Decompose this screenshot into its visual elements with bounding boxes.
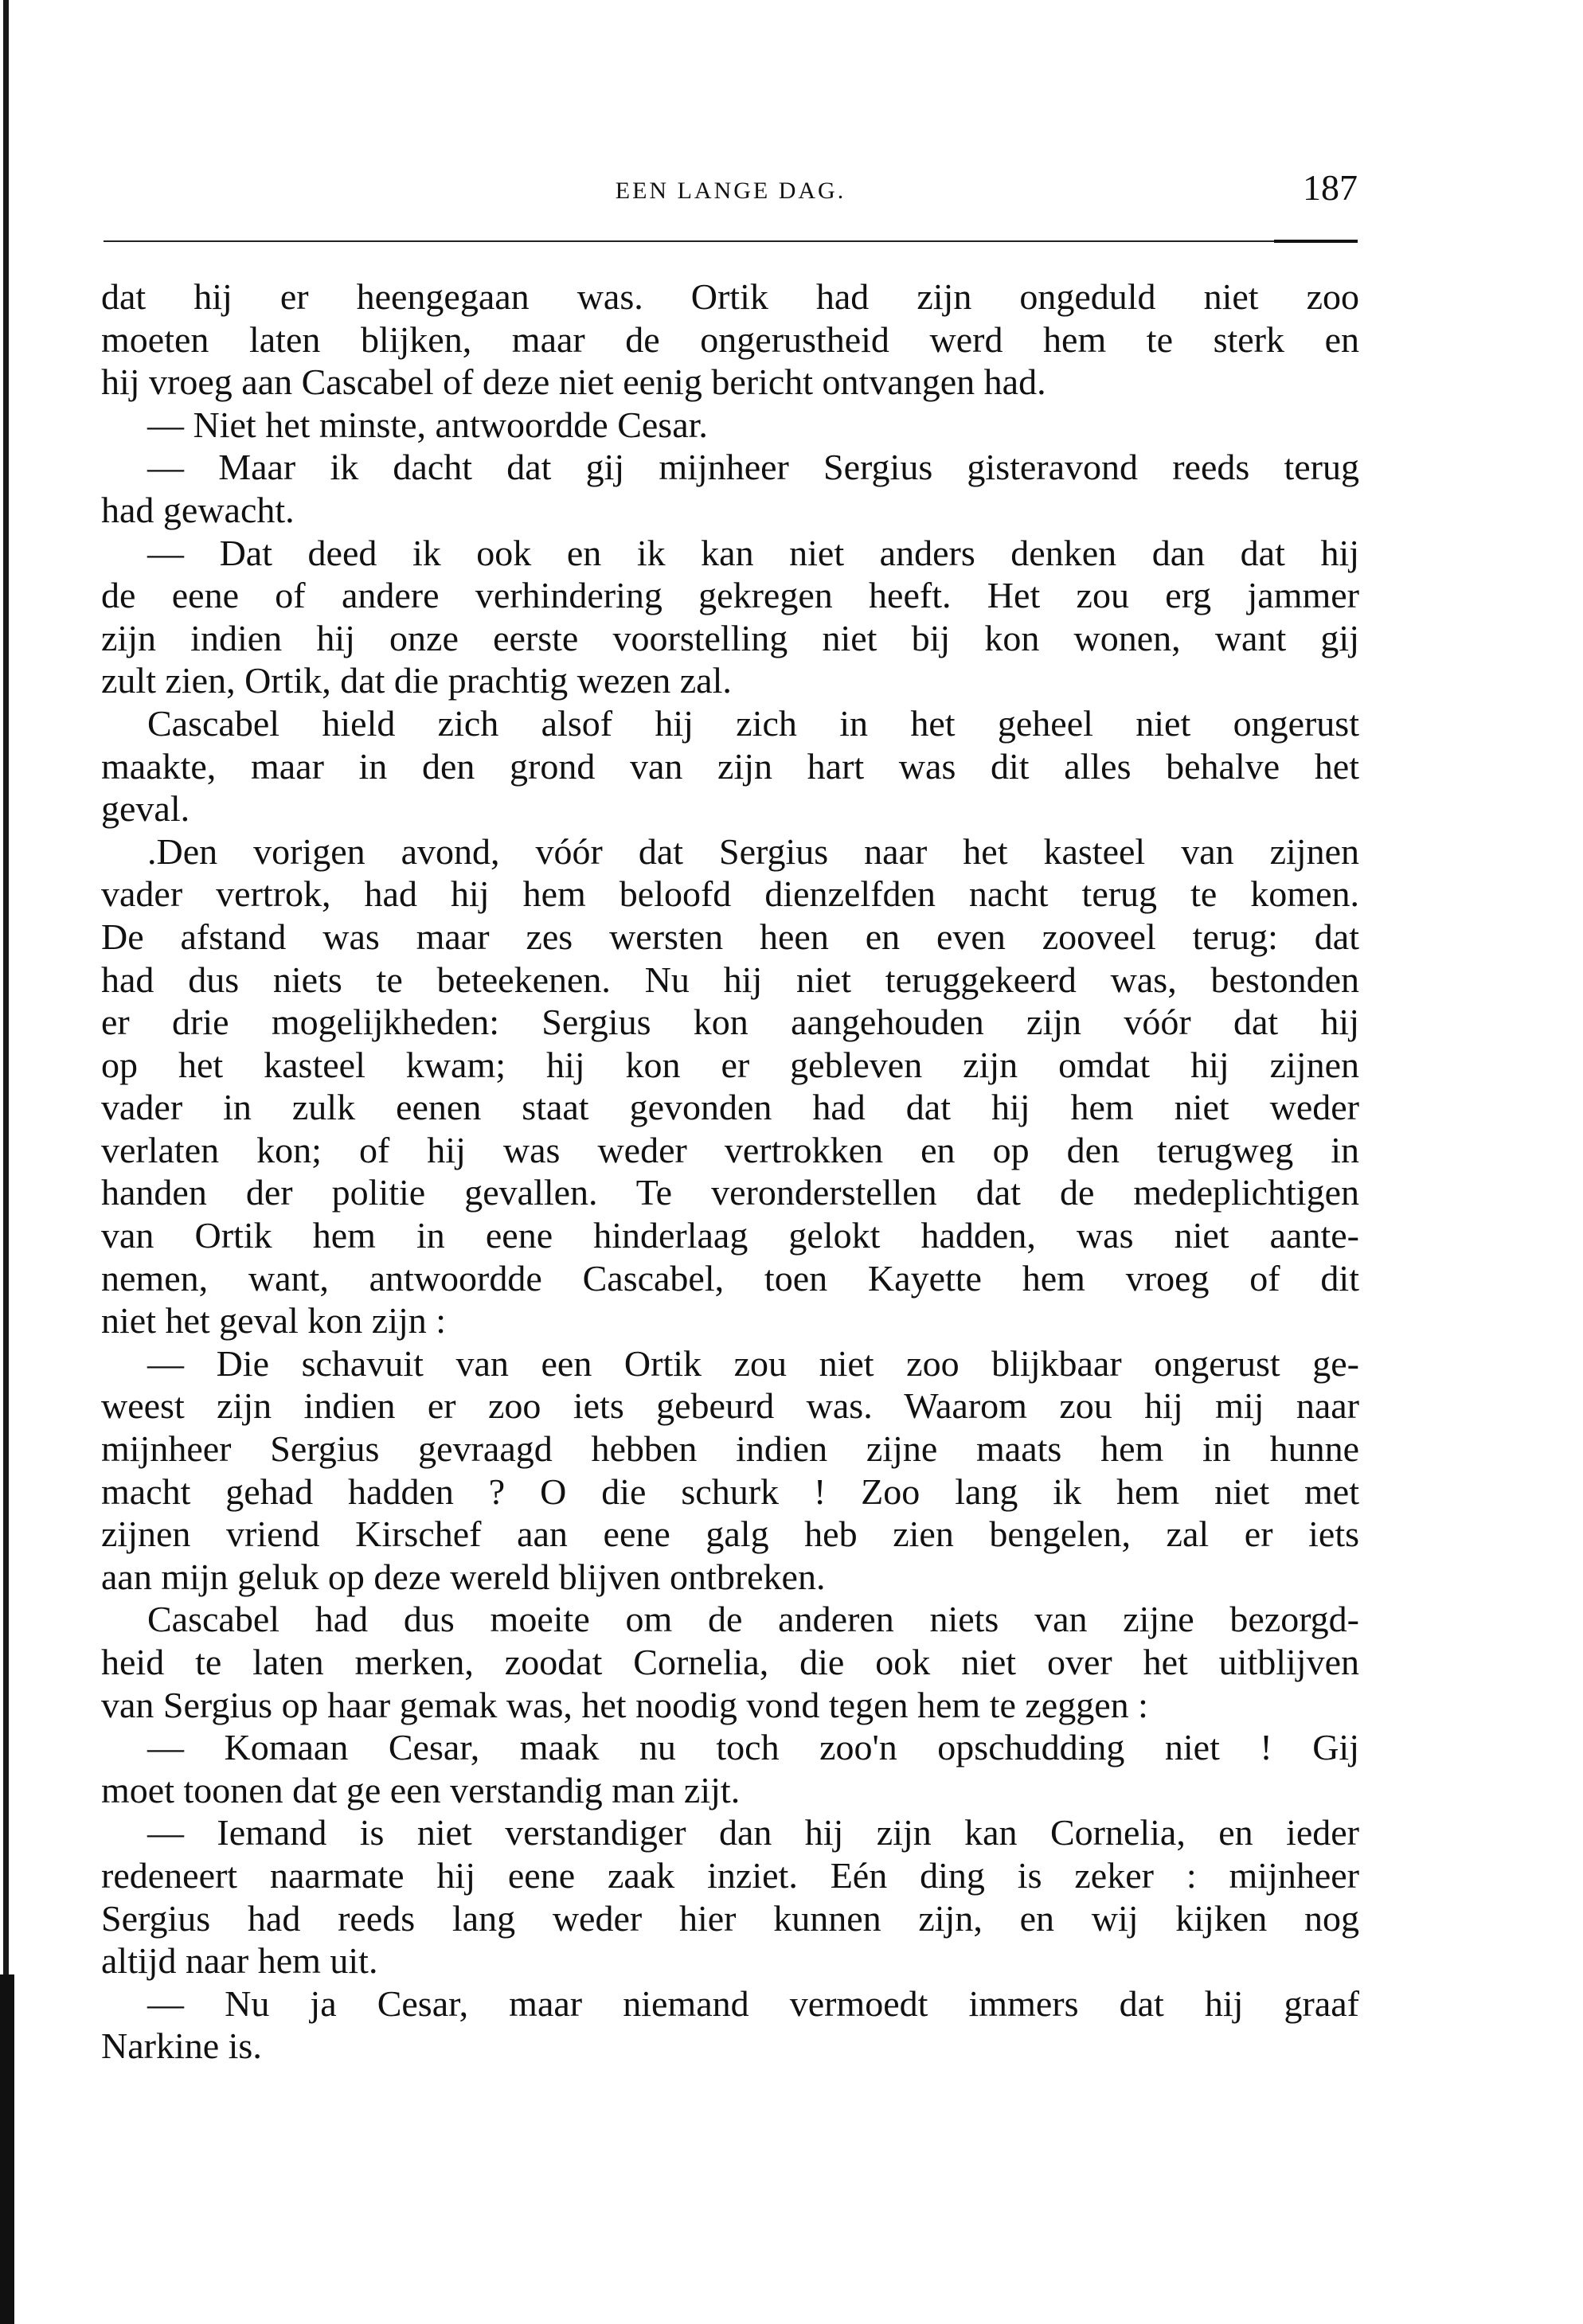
text-line: van Sergius op haar gemak was, het noodig vond tegen hem te zeggen : [101, 1684, 1148, 1725]
text-line: vader in zulk eenen staat gevonden had dat hij hem niet weder [101, 1087, 1359, 1128]
text-line: verlaten kon; of hij was weder vertrokken en op den terugweg in [101, 1129, 1359, 1170]
text-line: dat hij er heengegaan was. Ortik had zijn ongeduld niet zoo [101, 276, 1359, 317]
text-line: aan mijn geluk op deze wereld blijven ontbreken. [101, 1556, 826, 1597]
text-line: zijn indien hij onze eerste voorstelling niet bij kon wonen, want gij [101, 617, 1359, 658]
text-line: Sergius had reeds lang weder hier kunnen zijn, en wij kijken nog [101, 1897, 1359, 1939]
text-line: Cascabel had dus moeite om de anderen niets van zijne bezorgd- [147, 1599, 1359, 1640]
paragraph [101, 446, 1359, 531]
text-line: vader vertrok, had hij hem beloofd dienzelfden nacht terug te komen. [101, 873, 1359, 915]
text-line: Narkine is. [101, 2025, 262, 2067]
text-line: op het kasteel kwam; hij kon er gebleven zijn omdat hij zijnen [101, 1044, 1359, 1085]
text-line: — Maar ik dacht dat gij mijnheer Sergius gisteravond reeds terug [147, 447, 1359, 488]
text-line: — Dat deed ik ook en ik kan niet anders denken dan dat hij [147, 532, 1359, 573]
paragraph [101, 1342, 1359, 1599]
running-head [104, 163, 1358, 211]
header-rule [104, 240, 1358, 242]
text-line: mijnheer Sergius gevraagd hebben indien zijne maats hem in hunne [101, 1428, 1359, 1470]
text-line: — Iemand is niet verstandiger dan hij zijn kan Cornelia, en ieder [147, 1812, 1359, 1853]
text-line: zijnen vriend Kirschef aan eene galg heb zien bengelen, zal er iets [101, 1514, 1359, 1555]
paragraph [101, 702, 1359, 830]
text-line: — Die schavuit van een Ortik zou niet zoo blijkbaar ongerust ge- [147, 1342, 1359, 1384]
text-line: heid te laten merken, zoodat Cornelia, die ook niet over het uitblijven [101, 1642, 1359, 1682]
paragraph [101, 1726, 1359, 1811]
text-line: van Ortik hem in eene hinderlaag gelokt hadden, was niet aante- [101, 1215, 1359, 1256]
text-line: weest zijn indien er zoo iets gebeurd was. Waarom zou hij mij naar [101, 1385, 1359, 1427]
text-line: nemen, want, antwoordde Cascabel, toen Kayette hem vroeg of dit [101, 1257, 1359, 1299]
text-line: — Niet het minste, antwoordde Cesar. [147, 404, 708, 445]
text-line: hij vroeg aan Cascabel of deze niet eenig bericht ontvangen had. [101, 361, 1046, 403]
text-line: macht gehad hadden ? O die schurk ! Zoo lang ik hem niet met [101, 1471, 1359, 1512]
text-line: had gewacht. [101, 489, 295, 530]
text-line: redeneert naarmate hij eene zaak inziet. Eén ding is zeker : mijnheer [101, 1854, 1359, 1896]
text-line: altijd naar hem uit. [101, 1940, 378, 1982]
text-line: handen der politie gevallen. Te veronderstellen dat de medeplichtigen [101, 1172, 1359, 1213]
text-line: er drie mogelijkheden: Sergius kon aangehouden zijn vóór dat hij [101, 1002, 1359, 1043]
text-line: maakte, maar in den grond van zijn hart was dit alles behalve het [101, 745, 1359, 787]
paragraph [101, 1982, 1359, 2068]
text-line: moet toonen dat ge een verstandig man zijt. [101, 1769, 741, 1810]
text-line: zult zien, Ortik, dat die prachtig wezen zal. [101, 660, 732, 701]
paragraph [101, 532, 1359, 702]
paragraph [101, 830, 1359, 1342]
text-line: niet het geval kon zijn : [101, 1300, 447, 1342]
text-line: — Komaan Cesar, maak nu toch zoo'n opschudding niet ! Gij [147, 1727, 1359, 1768]
text-line: — Nu ja Cesar, maar niemand vermoedt immers dat hij graaf [147, 1982, 1359, 2024]
text-line: .Den vorigen avond, vóór dat Sergius naar het kasteel van zijnen [147, 830, 1359, 872]
text-line: de eene of andere verhindering gekregen heeft. Het zou erg jammer [101, 575, 1359, 616]
header-rule-end [1274, 240, 1358, 243]
text-line: De afstand was maar zes wersten heen en even zooveel terug: dat [101, 916, 1359, 957]
paragraph [101, 275, 1359, 404]
text-line: had dus niets te beteekenen. Nu hij niet teruggekeerd was, bestonden [101, 959, 1359, 1000]
paragraph [101, 1811, 1359, 1982]
paragraph [101, 1598, 1359, 1726]
paragraph [101, 404, 1359, 447]
text-line: geval. [101, 788, 190, 830]
text-line: moeten laten blijken, maar de ongerustheid werd hem te sterk en [101, 318, 1359, 360]
chapter-title: EEN LANGE DAG. [615, 178, 846, 204]
page-number: 187 [1303, 167, 1358, 208]
text-line: Cascabel hield zich alsof hij zich in het geheel niet ongerust [147, 702, 1359, 744]
body-text [101, 275, 1359, 2068]
page-binding-edge-shadow [0, 1974, 14, 2324]
